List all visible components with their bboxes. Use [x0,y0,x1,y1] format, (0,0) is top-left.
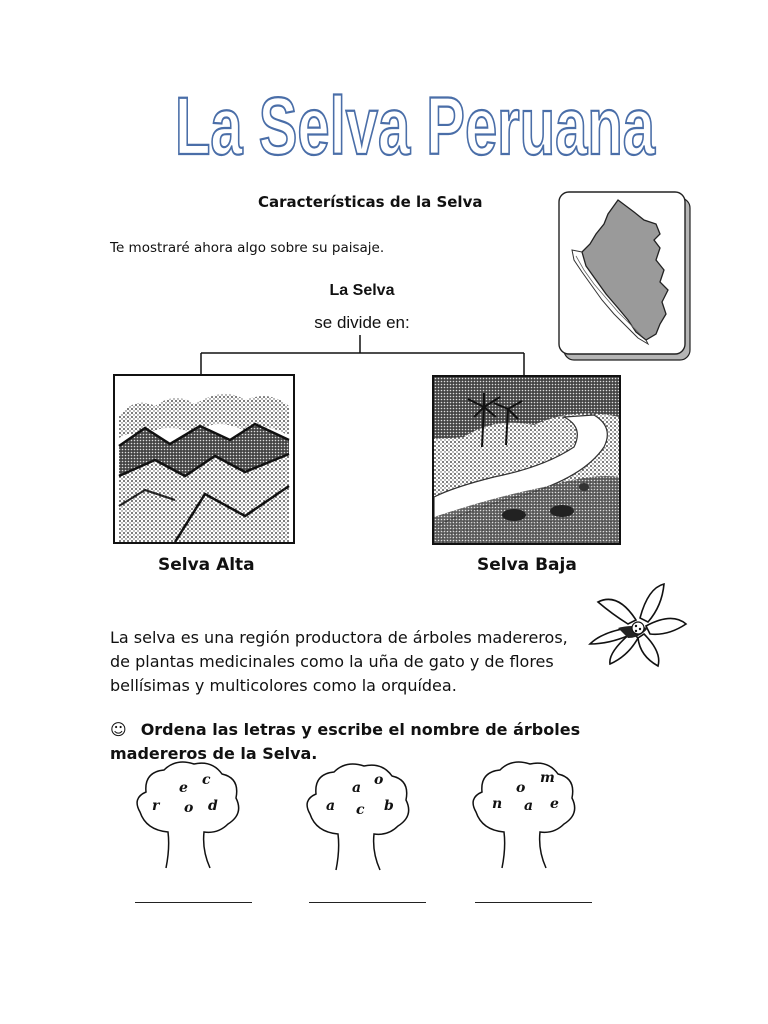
puzzle-letter: o [184,800,194,816]
instruction-line: madereros de la Selva. [110,744,318,763]
puzzle-letter: c [202,772,211,788]
page-title-text: La Selva Peruana [175,81,656,165]
diagram-root-title: La Selva [329,282,395,299]
tree-puzzle [468,758,580,870]
page-title [170,80,660,165]
tree-puzzle [302,760,414,872]
puzzle-letter: e [179,780,188,796]
puzzle-letter: e [550,796,559,812]
diagram-branch-label-baja: Selva Baja [477,555,577,575]
puzzle-letter: o [516,780,526,796]
section-subtitle: Características de la Selva [258,193,483,211]
diagram-branch-label-alta: Selva Alta [158,555,255,575]
diagram-root-subtitle: se divide en: [314,313,410,332]
answer-line[interactable] [475,902,592,903]
paragraph-line: de plantas medicinales como la uña de gato y de flores [110,652,554,671]
puzzle-letter: o [374,772,384,788]
tree-puzzle [132,758,244,870]
answer-line[interactable] [135,902,252,903]
puzzle-letter: a [326,798,336,814]
selva-baja-image [432,375,621,545]
selva-alta-image [113,374,295,544]
diagram-connector [195,333,535,378]
answer-line[interactable] [309,902,426,903]
description-paragraph [110,626,610,698]
instruction-line: Ordena las letras y escribe el nombre de árboles [140,720,581,739]
paragraph-line: bellísimas y multicolores como la orquídea. [110,676,457,695]
puzzle-letter: n [492,796,503,812]
puzzle-letter: b [384,798,394,814]
paragraph-line: La selva es una región productora de árboles madereros, [110,628,568,647]
puzzle-letter: a [352,780,362,796]
tree-icon [468,758,580,870]
puzzle-letter: c [356,802,365,818]
puzzle-letter: m [540,770,555,786]
puzzle-letter: a [524,798,534,814]
peru-map [556,190,696,366]
puzzle-letter: r [152,798,160,814]
intro-text: Te mostraré ahora algo sobre su paisaje. [110,240,385,256]
puzzle-letter: d [208,798,218,814]
smiley-icon: ☺ [110,720,127,739]
